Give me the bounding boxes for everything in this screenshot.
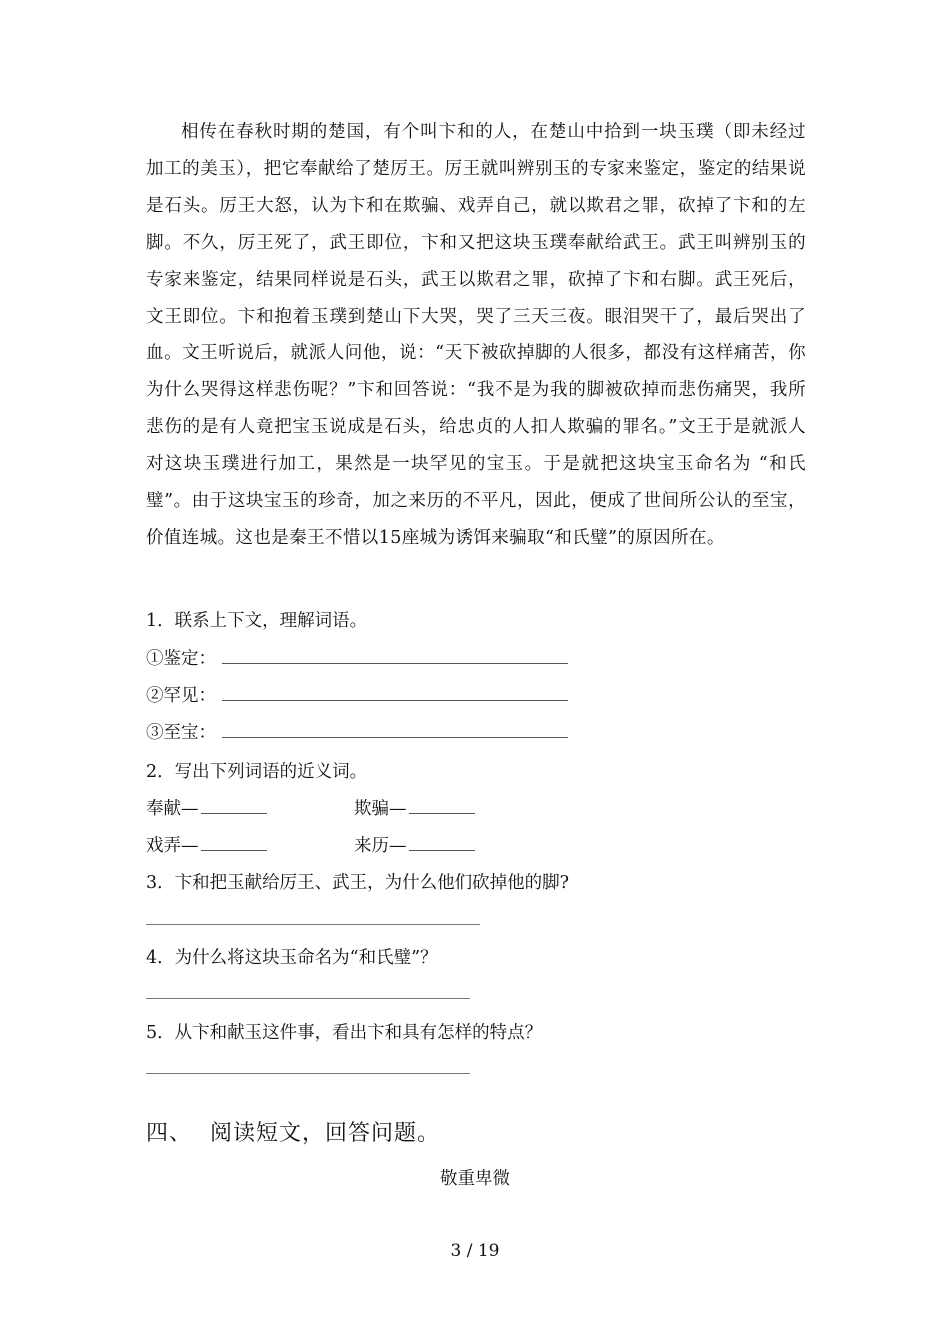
term-label: ②罕见： xyxy=(146,686,216,706)
page-number: 3 / 19 xyxy=(450,1241,500,1261)
term-label: ①鉴定： xyxy=(146,649,216,669)
synonym-blank[interactable] xyxy=(201,836,267,851)
question-3-prompt: 3．卞和把玉献给厉王、武王，为什么他们砍掉他的脚? xyxy=(146,873,570,893)
synonym-item-1 xyxy=(146,795,267,820)
question-5-prompt: 5．从卞和献玉这件事，看出卞和具有怎样的特点？ xyxy=(146,1023,543,1043)
synonym-label: 欺骗— xyxy=(354,799,407,819)
question-5-answer-line[interactable] xyxy=(146,1073,470,1074)
question-3-answer-line[interactable] xyxy=(146,924,480,925)
synonym-label: 奉献— xyxy=(146,799,199,819)
answer-blank[interactable] xyxy=(222,723,568,738)
question-2-prompt: 2．写出下列词语的近义词。 xyxy=(146,762,368,782)
synonym-blank[interactable] xyxy=(409,799,475,814)
section-number: 四、 xyxy=(146,1121,193,1146)
question-1-item-2 xyxy=(146,682,568,707)
reading-passage: 相传在春秋时期的楚国，有个叫卞和的人，在楚山中拾到一块玉璞（即未经过加工的美玉），把它奉献给了楚厉王。厉王就叫辨别玉的专家来鉴定，鉴定的结果说是石头。厉王大怒，认为卞和在欺骗、戏弄自己，就以欺君之罪，砍掉了卞和的左脚。不久，厉王死了，武王即位，卞和又把这块玉璞奉献给武王。武王叫辨别玉的专家来鉴定，结果同样说是石头，武王以欺君之罪，砍掉了卞和右脚。武王死后，文王即位。卞和抱着玉璞到楚山下大哭，哭了三天三夜。眼泪哭干了，最后哭出了血。文王听说后，就派人问他，说：“天下被砍掉脚的人很多，都没有这样痛苦，你为什么哭得这样悲伤呢？”卞和回答说：“我不是为我的脚被砍掉而悲伤痛哭，我所悲伤的是有人竟把宝玉说成是石头，给忠贞的人扣人欺骗的罪名。”文王于是就派人对这块玉璞进行加工，果然是一块罕见的宝玉。于是就把这块宝玉命名为 “和氏璧”。由于这块宝玉的珍奇，加之来历的不平凡，因此，便成了世间所公认的至宝，价值连城。这也是秦王不惜以15座城为诱饵来骗取“和氏璧”的原因所在。 xyxy=(146,122,806,548)
answer-blank[interactable] xyxy=(222,649,568,664)
synonym-blank[interactable] xyxy=(201,799,267,814)
synonym-blank[interactable] xyxy=(409,836,475,851)
section-heading xyxy=(146,1116,440,1147)
synonym-item-2 xyxy=(354,795,475,820)
question-1-prompt: 1．联系上下文，理解词语。 xyxy=(146,611,368,631)
synonym-item-4 xyxy=(354,832,475,857)
synonym-label: 戏弄— xyxy=(146,836,199,856)
question-1-item-1 xyxy=(146,645,568,670)
question-1-item-3 xyxy=(146,719,568,744)
term-label: ③至宝： xyxy=(146,723,216,743)
question-4-prompt: 4．为什么将这块玉命名为“和氏璧”？ xyxy=(146,948,438,968)
synonym-item-3 xyxy=(146,832,267,857)
article-title: 敬重卑微 xyxy=(440,1169,510,1189)
question-4-answer-line[interactable] xyxy=(146,998,470,999)
answer-blank[interactable] xyxy=(222,686,568,701)
section-title: 阅读短文，回答问题。 xyxy=(210,1121,441,1146)
synonym-label: 来历— xyxy=(354,836,407,856)
